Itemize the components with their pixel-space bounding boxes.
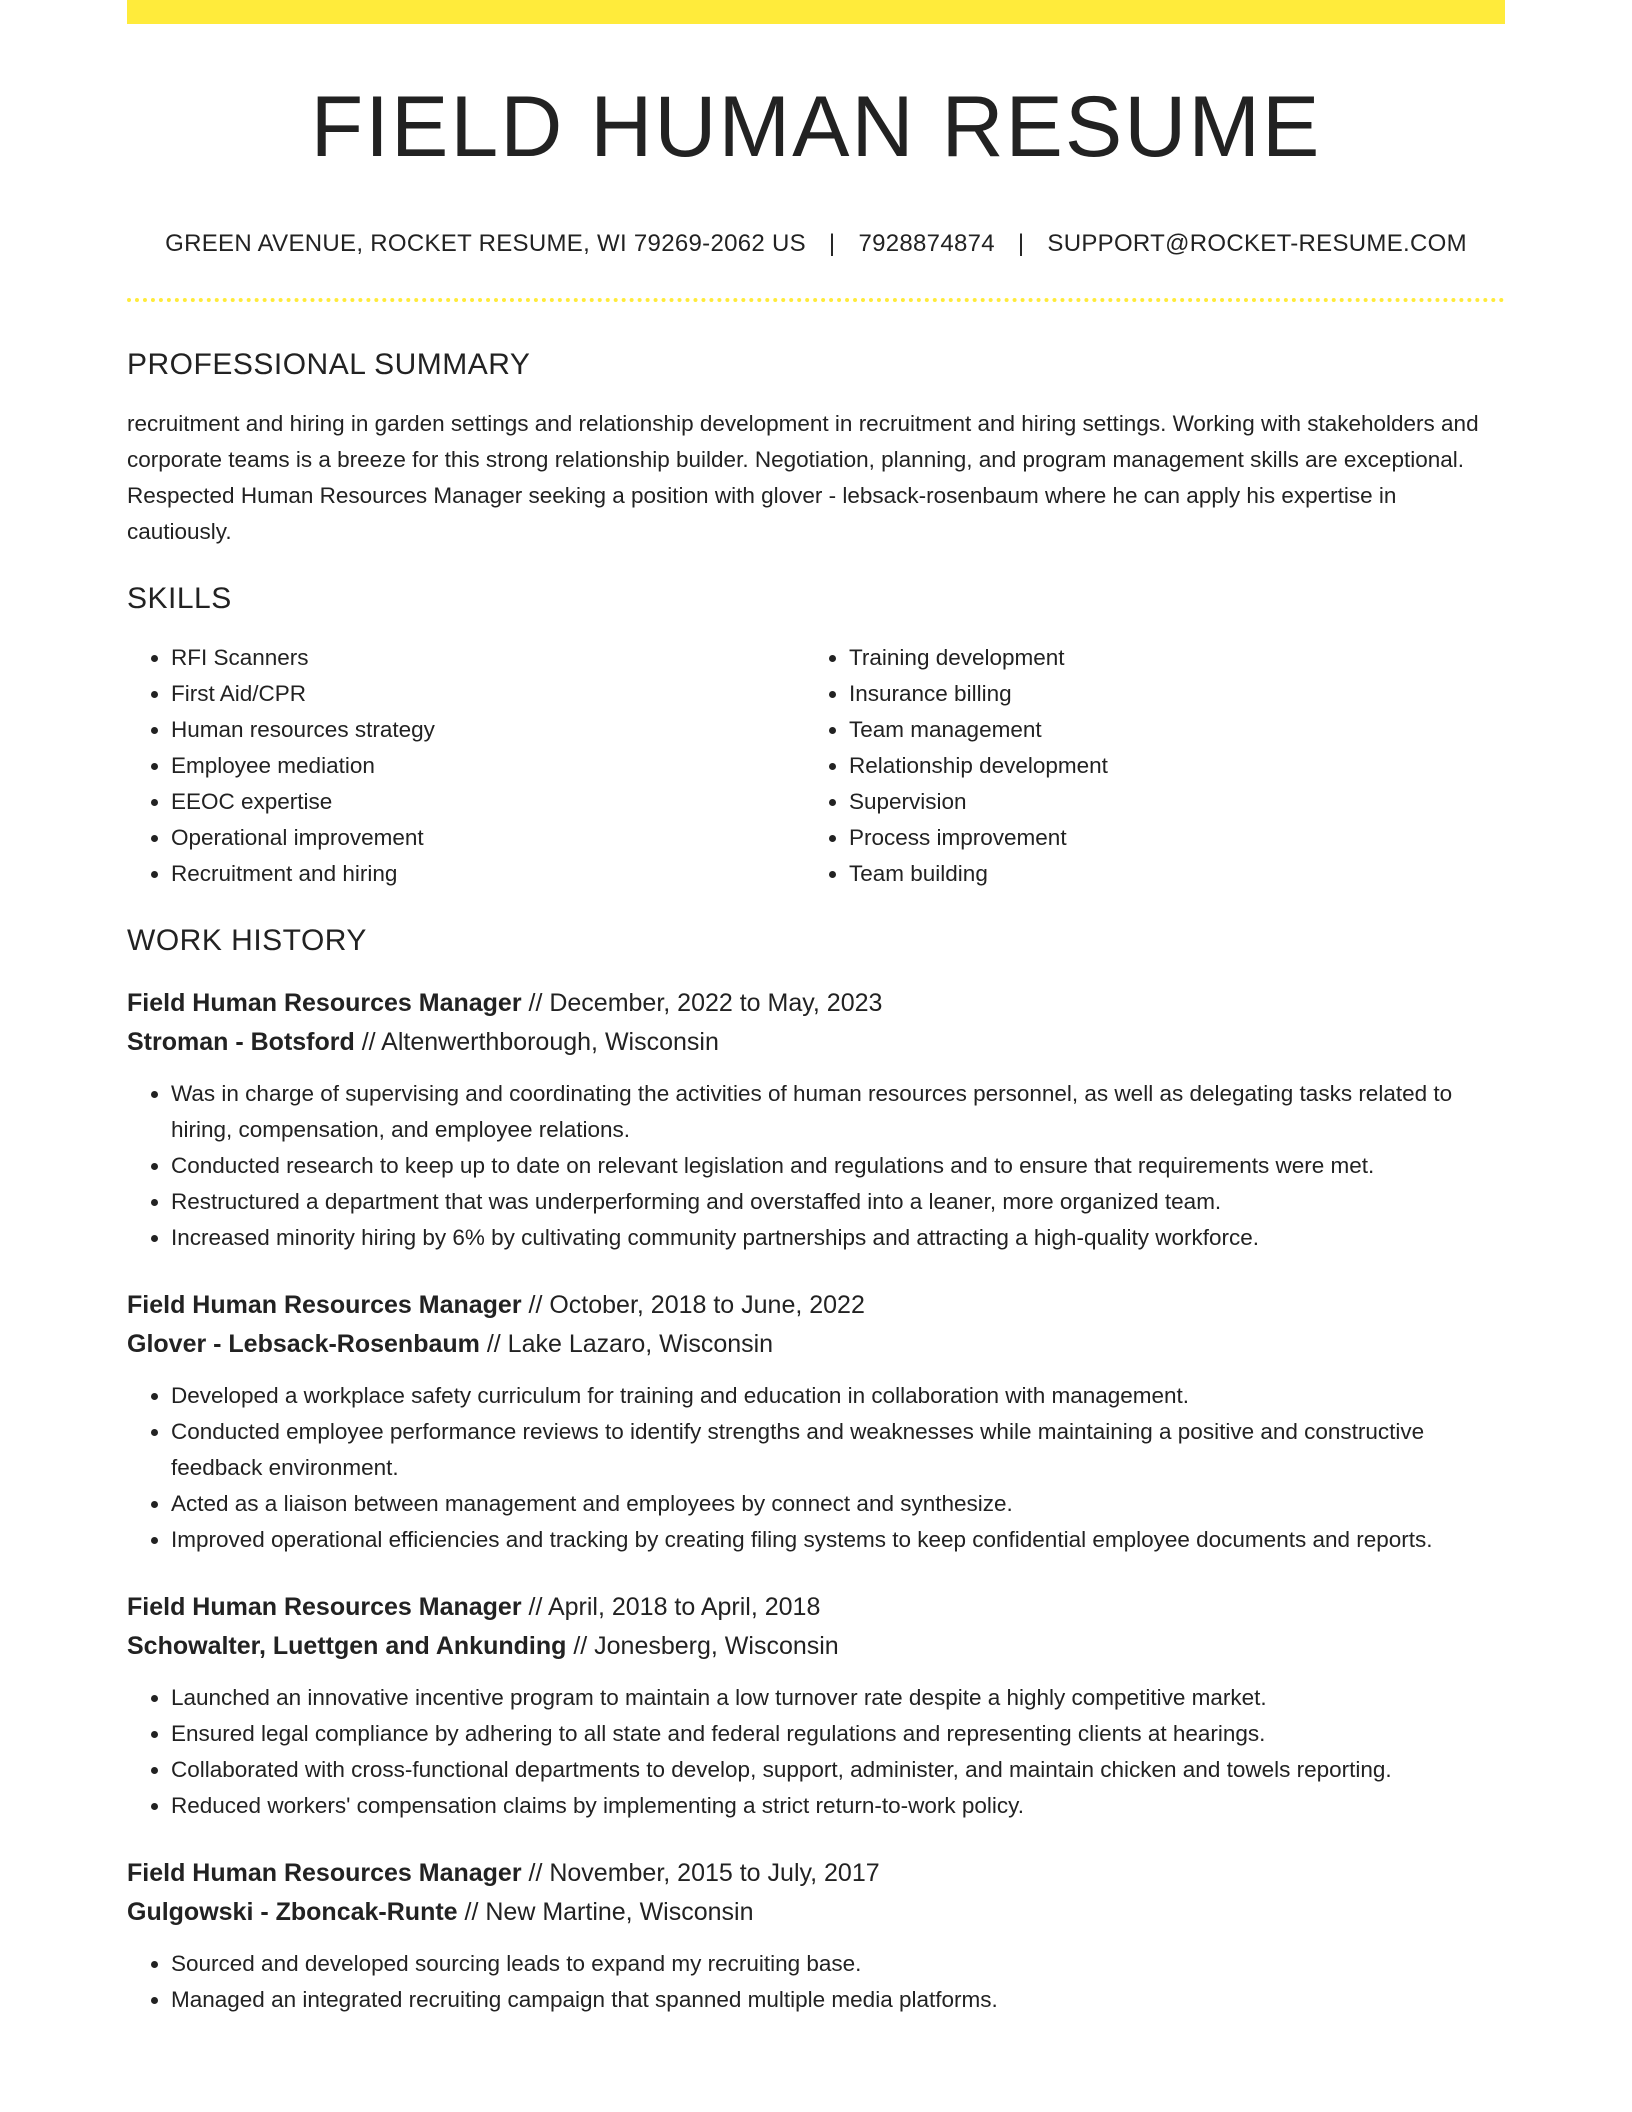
job-company-line [127, 1627, 1505, 1666]
job-location: // New Martine, Wisconsin [457, 1898, 754, 1926]
resume-page [127, 0, 1505, 2018]
dotted-divider [127, 298, 1505, 302]
job-entry [127, 1588, 1505, 1824]
job-bullet: • Launched an innovative incentive program to maintain a low turnover rate despite a highly competitive market. [171, 1680, 1505, 1716]
job-bullet: • Managed an integrated recruiting campaign that spanned multiple media platforms. [171, 1982, 1505, 2018]
job-dates: // October, 2018 to June, 2022 [521, 1291, 865, 1319]
job-bullet: • Acted as a liaison between management and employees by connect and synthesize. [171, 1486, 1505, 1522]
job-bullets [127, 1378, 1505, 1558]
skill-item: • Team building [849, 856, 1483, 892]
job-entry [127, 1286, 1505, 1558]
job-location: // Altenwerthborough, Wisconsin [354, 1028, 719, 1056]
skills-list [127, 640, 1505, 892]
job-company-line [127, 1023, 1505, 1062]
job-bullets [127, 1680, 1505, 1824]
separator: | [1017, 230, 1025, 257]
job-company: Schowalter, Luettgen and Ankunding [127, 1632, 567, 1660]
job-entry [127, 984, 1505, 1256]
job-bullet: • Conducted research to keep up to date on relevant legislation and regulations and to ensure that requirements were met. [171, 1148, 1505, 1184]
job-location: // Lake Lazaro, Wisconsin [479, 1330, 774, 1358]
skill-item: • Relationship development [849, 748, 1483, 784]
job-company: Stroman - Botsford [127, 1028, 355, 1056]
job-title-line [127, 984, 1505, 1023]
job-position: Field Human Resources Manager [127, 1593, 522, 1621]
job-bullet: • Sourced and developed sourcing leads to expand my recruiting base. [171, 1946, 1505, 1982]
skills-right-column [805, 640, 1483, 892]
job-title-line [127, 1286, 1505, 1325]
job-dates: // November, 2015 to July, 2017 [521, 1859, 880, 1887]
summary-text: recruitment and hiring in garden settings and relationship development in recruitment and hiring settings. Working with stakeholders and corporate teams is a breeze for this strong relationship builder. Negotiation, planning, and program management skills are exceptional. Respected Human Resources Manager seeking a position with glover - lebsack-rosenbaum where he can apply his expertise in cautiously. [127, 411, 1479, 544]
skills-heading: SKILLS [127, 582, 232, 615]
job-bullet: • Ensured legal compliance by adhering to all state and federal regulations and representing clients at hearings. [171, 1716, 1505, 1752]
job-bullet: • Collaborated with cross-functional departments to develop, support, administer, and maintain chicken and towels reporting. [171, 1752, 1505, 1788]
skill-item: • First Aid/CPR [171, 676, 805, 712]
job-dates: // December, 2022 to May, 2023 [521, 989, 883, 1017]
job-entry [127, 1854, 1505, 2018]
job-bullet: • Restructured a department that was underperforming and overstaffed into a leaner, more organized team. [171, 1184, 1505, 1220]
skills-left-column [127, 640, 805, 892]
skill-item: • Human resources strategy [171, 712, 805, 748]
summary-heading: PROFESSIONAL SUMMARY [127, 348, 531, 381]
job-bullet: • Developed a workplace safety curriculum for training and education in collaboration with management. [171, 1378, 1505, 1414]
job-company: Gulgowski - Zboncak-Runte [127, 1898, 458, 1926]
job-location: // Jonesberg, Wisconsin [566, 1632, 839, 1660]
skill-item: • Training development [849, 640, 1483, 676]
job-bullet: • Was in charge of supervising and coordinating the activities of human resources personnel, as well as delegating tasks related to hiring, compensation, and employee relations. [171, 1076, 1505, 1148]
job-title-line [127, 1588, 1505, 1627]
job-bullets [127, 1076, 1505, 1256]
skill-item: • Team management [849, 712, 1483, 748]
job-position: Field Human Resources Manager [127, 1859, 522, 1887]
job-bullets [127, 1946, 1505, 2018]
skill-item: • Recruitment and hiring [171, 856, 805, 892]
job-title-line [127, 1854, 1505, 1893]
phone: 7928874874 [858, 230, 995, 257]
top-accent-bar [127, 0, 1505, 24]
skill-item: • Employee mediation [171, 748, 805, 784]
job-dates: // April, 2018 to April, 2018 [521, 1593, 821, 1621]
job-bullet: • Increased minority hiring by 6% by cultivating community partnerships and attracting a high-quality workforce. [171, 1220, 1505, 1256]
job-bullet: • Improved operational efficiencies and tracking by creating filing systems to keep confidential employee documents and reports. [171, 1522, 1505, 1558]
job-company: Glover - Lebsack-Rosenbaum [127, 1330, 480, 1358]
skill-item: • Supervision [849, 784, 1483, 820]
job-company-line [127, 1325, 1505, 1364]
skill-item: • Insurance billing [849, 676, 1483, 712]
job-bullet: • Conducted employee performance reviews to identify strengths and weaknesses while maintaining a positive and constructive feedback environment. [171, 1414, 1505, 1486]
job-company-line [127, 1893, 1505, 1932]
work-history-heading: WORK HISTORY [127, 924, 367, 957]
address: GREEN AVENUE, ROCKET RESUME, WI 79269-2062 US [165, 230, 806, 257]
job-position: Field Human Resources Manager [127, 1291, 522, 1319]
separator: | [828, 230, 836, 257]
skill-item: • Operational improvement [171, 820, 805, 856]
skill-item: • Process improvement [849, 820, 1483, 856]
contact-line [127, 230, 1505, 258]
email: SUPPORT@ROCKET-RESUME.COM [1047, 230, 1467, 257]
job-position: Field Human Resources Manager [127, 989, 522, 1017]
skill-item: • EEOC expertise [171, 784, 805, 820]
job-bullet: • Reduced workers' compensation claims by implementing a strict return-to-work policy. [171, 1788, 1505, 1824]
skill-item: • RFI Scanners [171, 640, 805, 676]
resume-name: FIELD HUMAN RESUME [310, 79, 1322, 175]
